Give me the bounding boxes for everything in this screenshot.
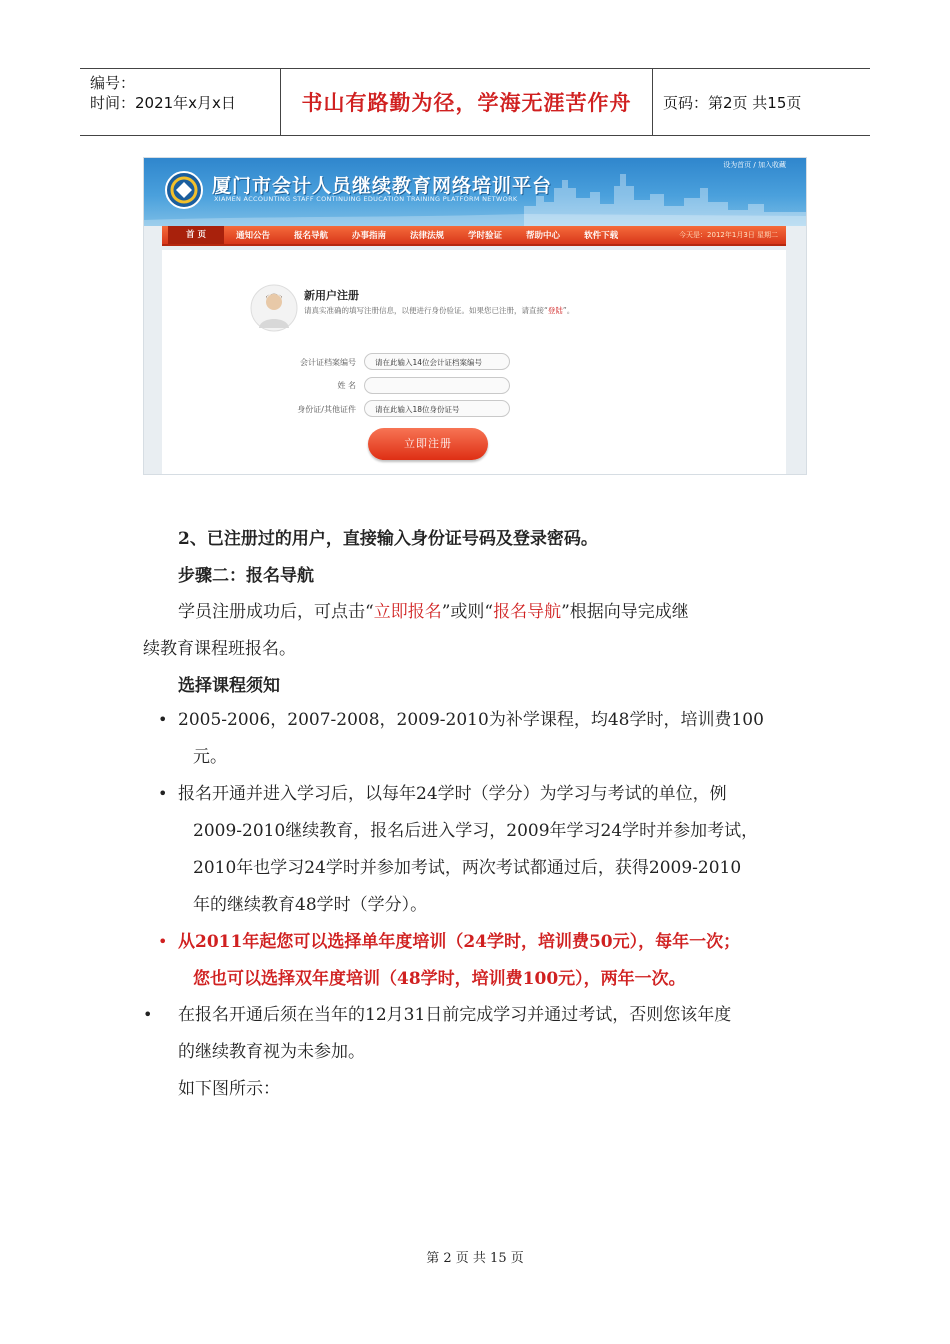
register-desc-text: 请真实准确的填写注册信息，以便进行身份验证。如果您已注册，请直接“ <box>304 306 548 315</box>
notice-1-line2: 元。 <box>193 747 227 767</box>
enroll-text-c: ”根据向导完成继 <box>561 602 689 622</box>
bullet-dot-icon: • <box>143 1005 153 1024</box>
page-header <box>80 68 870 136</box>
nav-item-notices[interactable]: 通知公告 <box>235 231 270 241</box>
id-number-label: 身份证/其他证件 <box>297 405 356 414</box>
bullet-dot-icon: • <box>158 784 168 803</box>
nav-item-credit-verify[interactable]: 学时验证 <box>468 231 503 241</box>
archive-number-label: 会计证档案编号 <box>300 358 356 367</box>
number-label: 编号： <box>90 74 136 92</box>
notice-2-line4: 年的继续教育48学时（学分）。 <box>193 895 428 915</box>
archive-number-input[interactable]: 请在此输入14位会计证档案编号 <box>364 353 510 370</box>
nav-item-service-guide[interactable]: 办事指南 <box>352 231 387 241</box>
enroll-paragraph-line2: 续教育课程班报名。 <box>143 639 296 659</box>
header-motto: 书山有路勤为径，学海无涯苦作舟 <box>281 69 653 135</box>
header-page-number: 页码：第2页 共15页 <box>663 93 802 112</box>
bullet-dot-icon: • <box>158 710 168 729</box>
enroll-now-link[interactable]: 立即报名 <box>373 602 442 622</box>
register-description <box>304 305 574 316</box>
register-desc-end: ”。 <box>562 306 575 315</box>
site-title: 厦门市会计人员继续教育网络培训平台 <box>212 175 553 197</box>
site-banner <box>144 158 807 226</box>
time-label: 时间：2021年x月x日 <box>90 94 236 112</box>
enroll-text-a: 学员注册成功后，可点击“ <box>178 602 374 622</box>
login-link[interactable]: 登陆 <box>547 306 563 315</box>
register-now-button[interactable]: 立即注册 <box>368 428 488 460</box>
nav-item-help[interactable]: 帮助中心 <box>526 231 561 241</box>
name-input[interactable] <box>364 377 510 394</box>
enroll-paragraph-line1 <box>178 601 689 623</box>
main-nav <box>162 226 786 246</box>
notice-1-line1: 2005-2006，2007-2008，2009-2010为补学课程，均48学时，培训费100 <box>178 710 764 730</box>
name-label: 姓 名 <box>337 381 356 390</box>
nav-item-downloads[interactable]: 软件下载 <box>584 231 619 241</box>
closing-line: 如下图所示： <box>178 1079 280 1099</box>
header-meta <box>80 69 281 135</box>
notice-3-line1: 从2011年起您可以选择单年度培训（24学时，培训费50元），每年一次； <box>178 932 741 952</box>
nav-item-home[interactable]: 首 页 <box>168 226 224 244</box>
register-title: 新用户注册 <box>304 289 359 302</box>
notice-4-line1: 在报名开通后须在当年的12月31日前完成学习并通过考试，否则您该年度 <box>178 1005 732 1025</box>
nav-item-enroll-guide[interactable]: 报名导航 <box>293 231 328 241</box>
enroll-text-b: ”或则“ <box>441 602 494 622</box>
id-number-input[interactable]: 请在此输入18位身份证号 <box>364 400 510 417</box>
step-two-heading: 步骤二：报名导航 <box>178 566 314 586</box>
nav-item-laws[interactable]: 法律法规 <box>410 231 445 241</box>
user-avatar-icon <box>250 284 298 332</box>
notice-2-line1: 报名开通并进入学习后，以每年24学时（学分）为学习与考试的单位，例 <box>178 784 727 804</box>
register-panel <box>162 250 786 475</box>
enroll-guide-link[interactable]: 报名导航 <box>493 602 562 622</box>
page-footer: 第 2 页 共 15 页 <box>426 1251 524 1266</box>
notice-3-line2: 您也可以选择双年度培训（48学时，培训费100元），两年一次。 <box>193 969 686 989</box>
notice-2-line2: 2009-2010继续教育，报名后进入学习，2009年学习24学时并参加考试， <box>193 821 759 841</box>
site-subtitle: XIAMEN ACCOUNTING STAFF CONTINUING EDUCATION TRAINING PLATFORM NETWORK <box>214 195 518 203</box>
registered-user-note: 2、已注册过的用户，直接输入身份证号码及登录密码。 <box>178 529 598 549</box>
platform-logo-icon <box>164 170 204 210</box>
bullet-dot-icon: • <box>158 932 168 951</box>
top-links[interactable]: 设为首页 / 加入收藏 <box>723 161 786 169</box>
registration-screenshot <box>143 157 807 475</box>
notice-2-line3: 2010年也学习24学时并参加考试，两次考试都通过后，获得2009-2010 <box>193 858 742 878</box>
nav-date: 今天是：2012年1月3日 星期二 <box>679 231 778 239</box>
course-notice-heading: 选择课程须知 <box>178 676 280 696</box>
notice-4-line2: 的继续教育视为未参加。 <box>178 1042 365 1062</box>
